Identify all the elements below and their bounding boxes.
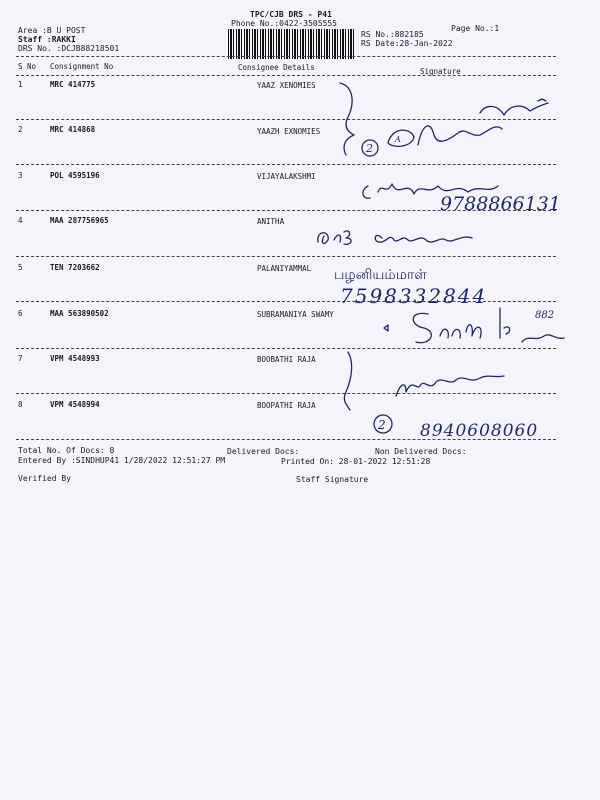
column-sno: S No [18,62,37,71]
tamil-name-text: பழனியம்மாள் [334,267,427,283]
signature-anitha [312,222,492,252]
rs-date: RS Date:28-Jan-2022 [361,39,453,48]
svg-text:A: A [395,135,401,144]
row-number: 8 [18,400,23,409]
column-signature: Signature [420,67,461,76]
staff-signature: Staff Signature [296,475,369,484]
header-divider [16,56,556,57]
consignee-name: BOOPATHI RAJA [257,401,316,410]
non-delivered-docs: Non Delivered Docs: [375,447,467,456]
consignment-number: MAA 287756965 [50,216,109,225]
row-number: 3 [18,171,23,180]
consignee-name: BOOBATHI RAJA [257,355,316,364]
consignee-name: SUBRAMANIYA SWAMY [257,310,334,319]
consignee-name: YAAZH EXNOMIES [257,127,321,136]
phone-number: Phone No.:0422-3505555 [231,19,337,28]
phone-text: 7598332844 [340,284,488,308]
signature-subramaniya [380,302,580,352]
row-number: 6 [18,309,23,318]
consignee-name: VIJAYALAKSHMI [257,172,316,181]
entered-by: Entered By :SINDHUP41 1/28/2022 12:51:27 PM [18,456,226,465]
consignment-number: MRC 414775 [50,80,96,89]
consignment-number: VPM 4548994 [50,400,100,409]
staff-label: Staff :RAKKI [18,35,76,44]
note-882: 882 [535,310,555,321]
consignment-number: TEN 7203662 [50,263,100,272]
signature-scribble-rows-7-8 [320,348,560,443]
column-consignee: Consignee Details [238,63,315,72]
consignment-number: MRC 414868 [50,125,96,134]
total-docs: Total No. Of Docs: 8 [18,446,115,455]
verified-by: Verified By [18,474,71,483]
row-number: 7 [18,354,23,363]
row-divider [16,256,556,257]
page-number: Page No.:1 [451,24,500,33]
svg-text:2: 2 [378,418,386,432]
consignee-name: ANITHA [257,217,285,226]
delivered-docs: Delivered Docs: [227,447,300,456]
consignment-number: MAA 563890502 [50,309,109,318]
drs-number: DRS No. :DCJB88218501 [18,44,120,53]
consignment-number: VPM 4548993 [50,354,100,363]
consignee-name: PALANIYAMMAL [257,264,312,273]
row-number: 1 [18,80,23,89]
column-consignment: Consignment No [50,62,114,71]
printed-on: Printed On: 28-01-2022 12:51:28 [281,457,431,466]
row-number: 2 [18,125,23,134]
handwritten-phone-1 [440,190,560,220]
consignment-number: POL 4595196 [50,171,100,180]
row-number: 5 [18,263,23,272]
rs-number: RS No.:882185 [361,30,424,39]
phone-text: 8940608060 [420,421,539,441]
svg-text:2: 2 [366,142,373,155]
document-title: TPC/CJB DRS - P41 [250,10,332,19]
row-number: 4 [18,216,23,225]
phone-text: 9788866131 [440,193,561,215]
barcode-image [228,29,354,59]
signature-scribble-rows-1-2 [330,75,560,165]
area-label: Area :B U POST [18,26,86,35]
consignee-name: YAAZ XENOMIES [257,81,316,90]
